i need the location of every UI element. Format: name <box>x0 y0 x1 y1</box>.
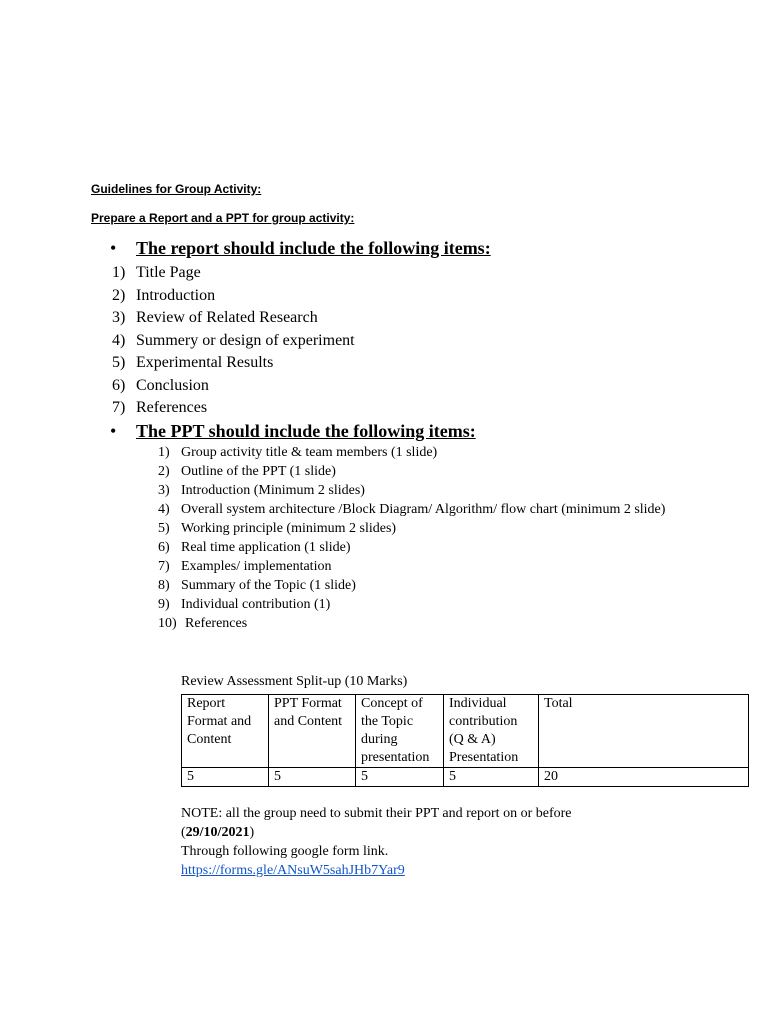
table-header-cell: Concept of the Topic during presentation <box>356 695 444 768</box>
table-row <box>182 768 749 787</box>
list-item: 5) Working principle (minimum 2 slides) <box>158 521 397 536</box>
assessment-table <box>181 694 749 787</box>
list-item: 3) Introduction (Minimum 2 slides) <box>158 483 365 498</box>
table-header-cell: Individual contribution (Q & A) Presentation <box>444 695 539 768</box>
due-date: 29/10/2021 <box>185 825 250 840</box>
prepare-heading: Prepare a Report and a PPT for group activity: <box>91 211 355 225</box>
list-item: 2) Introduction <box>112 286 216 304</box>
table-cell: 5 <box>269 768 356 787</box>
list-item: 2) Outline of the PPT (1 slide) <box>158 464 336 479</box>
bullet-icon: • <box>110 421 117 441</box>
ppt-heading-text: The PPT should include the following items: <box>136 421 476 441</box>
list-item: 7) Examples/ implementation <box>158 559 332 574</box>
google-form-link[interactable]: https://forms.gle/ANsuW5sahJHb7Yar9 <box>181 863 405 878</box>
list-item: 1) Group activity title & team members (1 slide) <box>158 445 438 460</box>
submission-note <box>181 804 741 880</box>
list-item: 7) References <box>112 399 208 416</box>
table-cell: 5 <box>356 768 444 787</box>
list-item: 8) Summary of the Topic (1 slide) <box>158 578 356 593</box>
table-header-row <box>182 695 749 768</box>
table-header-cell: Report Format and Content <box>182 695 269 768</box>
table-cell: 5 <box>182 768 269 787</box>
ppt-items-list <box>158 443 678 633</box>
report-heading-text: The report should include the following items: <box>136 238 491 258</box>
bullet-icon: • <box>110 238 117 258</box>
list-item: 4) Overall system architecture /Block Diagram/ Algorithm/ flow chart (minimum 2 slide) <box>158 502 666 517</box>
list-item: 6) Conclusion <box>112 376 209 394</box>
ppt-section-heading <box>112 421 476 442</box>
report-items-list <box>112 262 355 420</box>
table-header-cell: PPT Format and Content <box>269 695 356 768</box>
guidelines-heading: Guidelines for Group Activity: <box>91 182 262 196</box>
table-header-cell: Total <box>539 695 749 768</box>
list-item: 9) Individual contribution (1) <box>158 597 331 612</box>
list-item: 5) Experimental Results <box>112 354 274 371</box>
list-item: 6) Real time application (1 slide) <box>158 540 351 555</box>
table-cell: 5 <box>444 768 539 787</box>
list-item: 4) Summery or design of experiment <box>112 331 355 349</box>
assessment-caption: Review Assessment Split-up (10 Marks) <box>181 674 408 689</box>
list-item: 1) Title Page <box>112 264 201 281</box>
list-item: 10) References <box>158 616 248 631</box>
note-text: NOTE: all the group need to submit their PPT and report on or before <box>181 806 572 821</box>
report-section-heading <box>112 238 491 259</box>
due-date-line: (29/10/2021) <box>181 825 255 840</box>
table-cell: 20 <box>539 768 749 787</box>
list-item: 3) Review of Related Research <box>112 309 318 326</box>
note-form-text: Through following google form link. <box>181 844 389 859</box>
